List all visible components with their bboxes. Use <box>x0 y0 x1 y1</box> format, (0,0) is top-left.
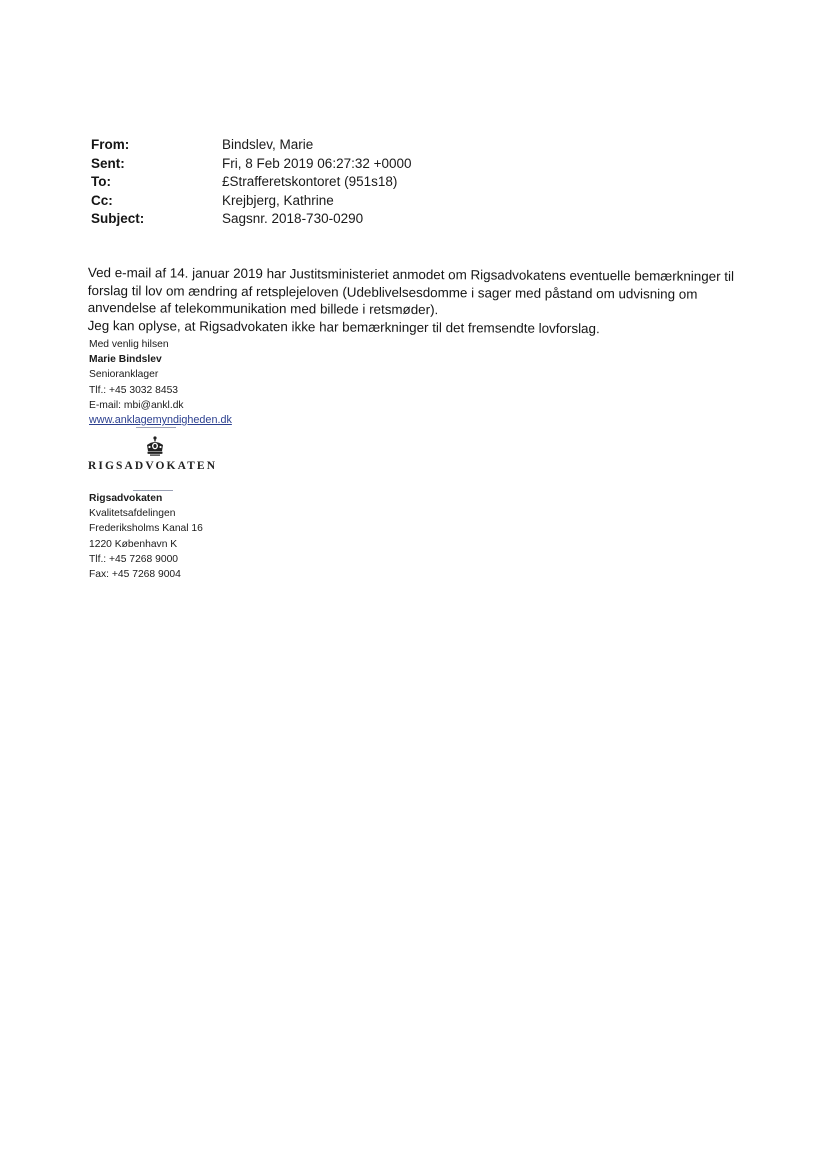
header-label: Sent: <box>91 155 125 171</box>
address-fax: Fax: +45 7268 9004 <box>89 569 181 581</box>
header-label: Subject: <box>91 211 145 226</box>
signature-greeting: Med venlig hilsen <box>89 339 169 350</box>
crown-icon <box>143 435 167 459</box>
header-value: Krejbjerg, Kathrine <box>222 192 334 208</box>
email-header <box>91 136 651 229</box>
body-paragraph: Ved e-mail af 14. januar 2019 har Justitsministeriet anmodet om Rigsadvokatens eventuelle bemærkninger til forslag til lov om ændring af retsplejeloven (Udeblivelsesdomme i sager med påstand om udvisning om anvendelse af telekommunikation med billede i retsmøder). <box>87 264 735 318</box>
address-department: Kvalitetsafdelingen <box>89 508 176 520</box>
address-street: Frederiksholms Kanal 16 <box>89 523 203 535</box>
signature-phone: Tlf.: +45 3032 8453 <box>89 384 179 396</box>
header-value: Sagsnr. 2018-730-0290 <box>222 211 364 226</box>
signature-email: E-mail: mbi@ankl.dk <box>89 399 184 411</box>
header-value: £Strafferetskontoret (951s18) <box>222 174 398 189</box>
logo-text: RIGSADVOKATEN <box>88 460 218 472</box>
rigsadvokaten-logo <box>88 427 228 497</box>
signature-title: Senioranklager <box>89 369 159 381</box>
header-label: To: <box>91 174 111 189</box>
header-sent <box>91 155 651 174</box>
email-signature <box>89 337 389 428</box>
email-body <box>88 264 748 338</box>
header-from <box>91 136 651 155</box>
header-cc <box>91 192 651 211</box>
signature-name: Marie Bindslev <box>89 354 162 366</box>
address-city: 1220 København K <box>89 538 178 550</box>
header-value: Bindslev, Marie <box>222 137 314 152</box>
header-value: Fri, 8 Feb 2019 06:27:32 +0000 <box>222 155 412 171</box>
body-paragraph: Jeg kan oplyse, at Rigsadvokaten ikke har bemærkninger til det fremsendte lovforslag. <box>87 317 600 336</box>
logo-divider <box>136 427 176 428</box>
header-to <box>91 173 651 192</box>
address-block <box>89 491 389 582</box>
header-label: From: <box>91 137 130 152</box>
header-label: Cc: <box>91 192 113 208</box>
signature-website-link[interactable]: www.anklagemyndigheden.dk <box>89 414 232 427</box>
header-subject <box>91 210 651 229</box>
address-phone: Tlf.: +45 7268 9000 <box>89 553 179 565</box>
address-org: Rigsadvokaten <box>89 493 163 504</box>
